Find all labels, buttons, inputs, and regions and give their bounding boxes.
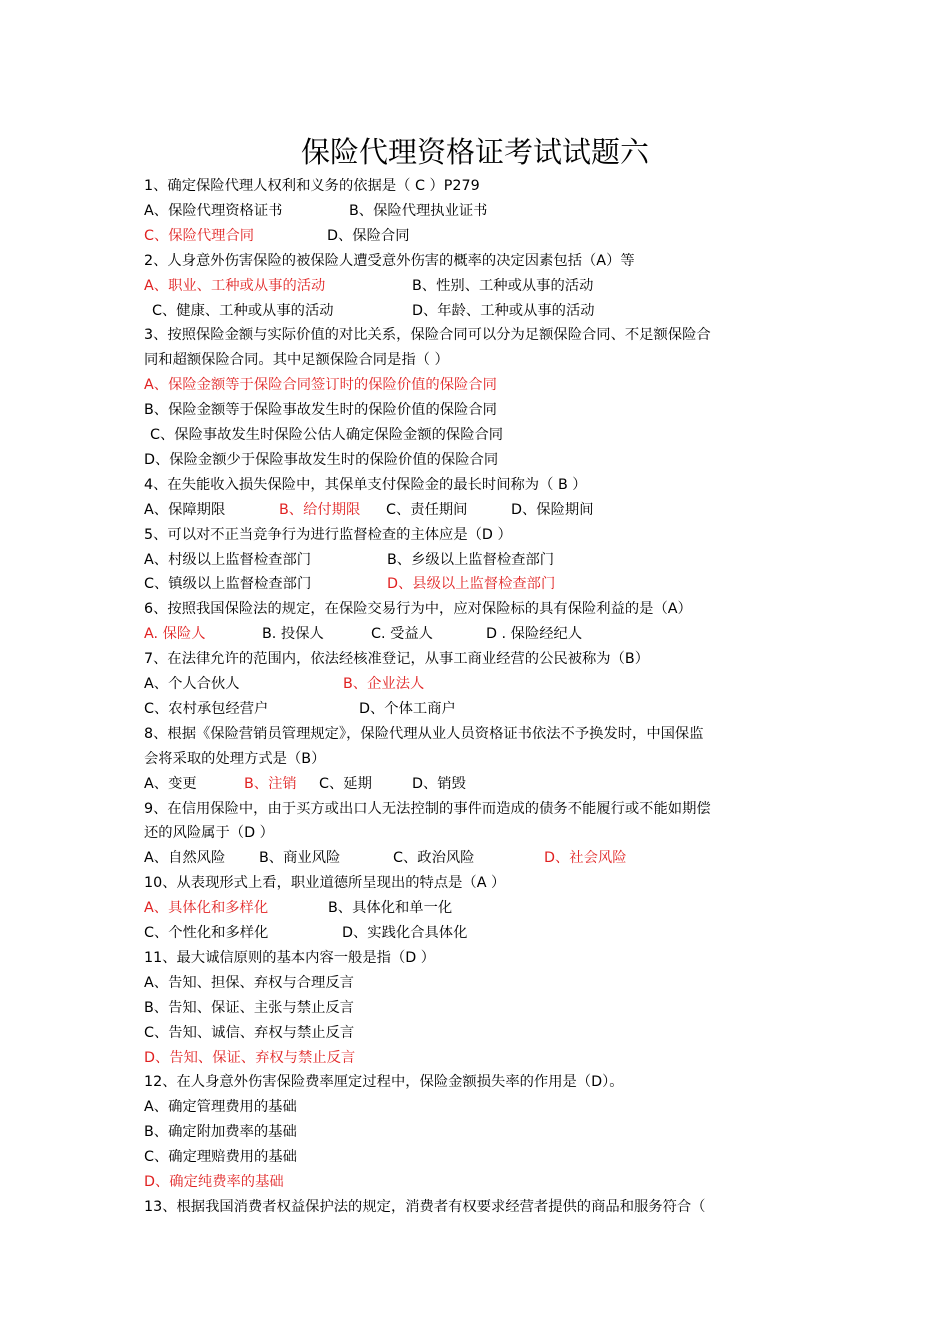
answer-option: A、变更 (144, 775, 197, 792)
question-3-stem: 3、按照保险金额与实际价值的对比关系，保险合同可以分为足额保险合同、不足额保险合 (144, 327, 711, 344)
question-2-stem: 2、人身意外伤害保险的被保险人遭受意外伤害的概率的决定因素包括（A）等 (144, 252, 635, 269)
question-12-stem: 12、在人身意外伤害保险费率厘定过程中，保险金额损失率的作用是（D）。 (144, 1074, 624, 1091)
correct-answer-option: D、确定纯费率的基础 (144, 1174, 284, 1190)
answer-option: A、自然风险 (144, 850, 226, 867)
question-10-stem: 10、从表现形式上看，职业道德所呈现出的特点是（A ） (144, 875, 506, 892)
correct-answer-option: B、给付期限 (279, 501, 361, 518)
answer-option: B、保险代理执业证书 (349, 202, 488, 219)
answer-option: A、村级以上监督检查部门 (144, 551, 312, 568)
answer-option: A、确定管理费用的基础 (144, 1099, 297, 1116)
question-7-stem: 7、在法律允许的范围内，依法经核准登记，从事工商业经营的公民被称为（B） (144, 651, 649, 668)
answer-option: A、告知、担保、弃权与合理反言 (144, 974, 354, 991)
question-11-stem: 11、最大诚信原则的基本内容一般是指（D ） (144, 949, 436, 966)
question-1-stem: 1、确定保险代理人权利和义务的依据是（ C ）P279 (144, 178, 480, 194)
question-5-stem: 5、可以对不正当竞争行为进行监督检查的主体应是（D ） (144, 526, 512, 543)
answer-option: D、销毁 (412, 775, 466, 792)
correct-answer-option: A、具体化和多样化 (144, 900, 269, 917)
question-4-stem: 4、在失能收入损失保险中，其保单支付保险金的最长时间称为（ B ） (144, 476, 587, 493)
answer-option: B、商业风险 (259, 850, 341, 867)
correct-answer-option: A、职业、工种或从事的活动 (144, 277, 326, 294)
answer-option: D、保险期间 (511, 501, 594, 518)
answer-option: A、保险代理资格证书 (144, 202, 283, 219)
correct-answer-option: B、企业法人 (343, 676, 425, 692)
answer-option: C、确定理赔费用的基础 (144, 1149, 297, 1166)
question-13-stem: 13、根据我国消费者权益保护法的规定，消费者有权要求经营者提供的商品和服务符合（ (144, 1198, 706, 1215)
question-3-stem: 同和超额保险合同。其中足额保险合同是指（ ） (144, 352, 449, 369)
correct-answer-option: C、保险代理合同 (144, 227, 255, 244)
answer-option: C、健康、工种或从事的活动 (152, 302, 334, 319)
answer-option: C. 受益人 (371, 626, 433, 643)
answer-option: C、延期 (319, 775, 372, 792)
answer-option: C、农村承包经营户 (144, 700, 269, 717)
answer-option: B、确定附加费率的基础 (144, 1124, 297, 1141)
correct-answer-option: D、告知、保证、弃权与禁止反言 (144, 1049, 356, 1066)
answer-option: A、保障期限 (144, 501, 226, 518)
answer-option: B、性别、工种或从事的活动 (412, 277, 594, 294)
question-8-stem: 会将采取的处理方式是（B） (144, 750, 326, 767)
answer-option: D、实践化合具体化 (342, 925, 468, 941)
answer-option: B. 投保人 (262, 626, 324, 643)
document-title: 保险代理资格证考试试题六 (300, 135, 649, 169)
answer-option: D、保险合同 (327, 227, 410, 244)
answer-option: C、政治风险 (393, 850, 475, 867)
answer-option: C、个性化和多样化 (144, 925, 269, 941)
correct-answer-option: D、社会风险 (544, 850, 627, 867)
answer-option: B、乡级以上监督检查部门 (387, 551, 555, 568)
answer-option: D、保险金额少于保险事故发生时的保险价值的保险合同 (144, 451, 499, 468)
answer-option: D . 保险经纪人 (486, 626, 583, 643)
answer-option: C、保险事故发生时保险公估人确定保险金额的保险合同 (150, 427, 504, 443)
answer-option: C、镇级以上监督检查部门 (144, 576, 312, 593)
answer-option: C、告知、诚信、弃权与禁止反言 (144, 1024, 355, 1041)
answer-option: B、保险金额等于保险事故发生时的保险价值的保险合同 (144, 402, 497, 419)
correct-answer-option: A、保险金额等于保险合同签订时的保险价值的保险合同 (144, 377, 497, 394)
correct-answer-option: D、县级以上监督检查部门 (387, 576, 556, 593)
question-9-stem: 还的风险属于（D ） (144, 825, 274, 842)
answer-option: A、个人合伙人 (144, 676, 240, 692)
answer-option: B、告知、保证、主张与禁止反言 (144, 999, 354, 1016)
question-6-stem: 6、按照我国保险法的规定，在保险交易行为中，应对保险标的具有保险利益的是（A） (144, 601, 692, 618)
correct-answer-option: B、注销 (244, 775, 297, 792)
answer-option: C、责任期间 (386, 501, 468, 518)
answer-option: B、具体化和单一化 (328, 900, 453, 917)
correct-answer-option: A. 保险人 (144, 626, 206, 643)
answer-option: D、个体工商户 (359, 700, 456, 717)
question-8-stem: 8、根据《保险营销员管理规定》，保险代理从业人员资格证书依法不予换发时，中国保监 (144, 725, 704, 742)
answer-option: D、年龄、工种或从事的活动 (412, 302, 595, 319)
question-9-stem: 9、在信用保险中，由于买方或出口人无法控制的事件而造成的债务不能履行或不能如期偿 (144, 800, 711, 817)
